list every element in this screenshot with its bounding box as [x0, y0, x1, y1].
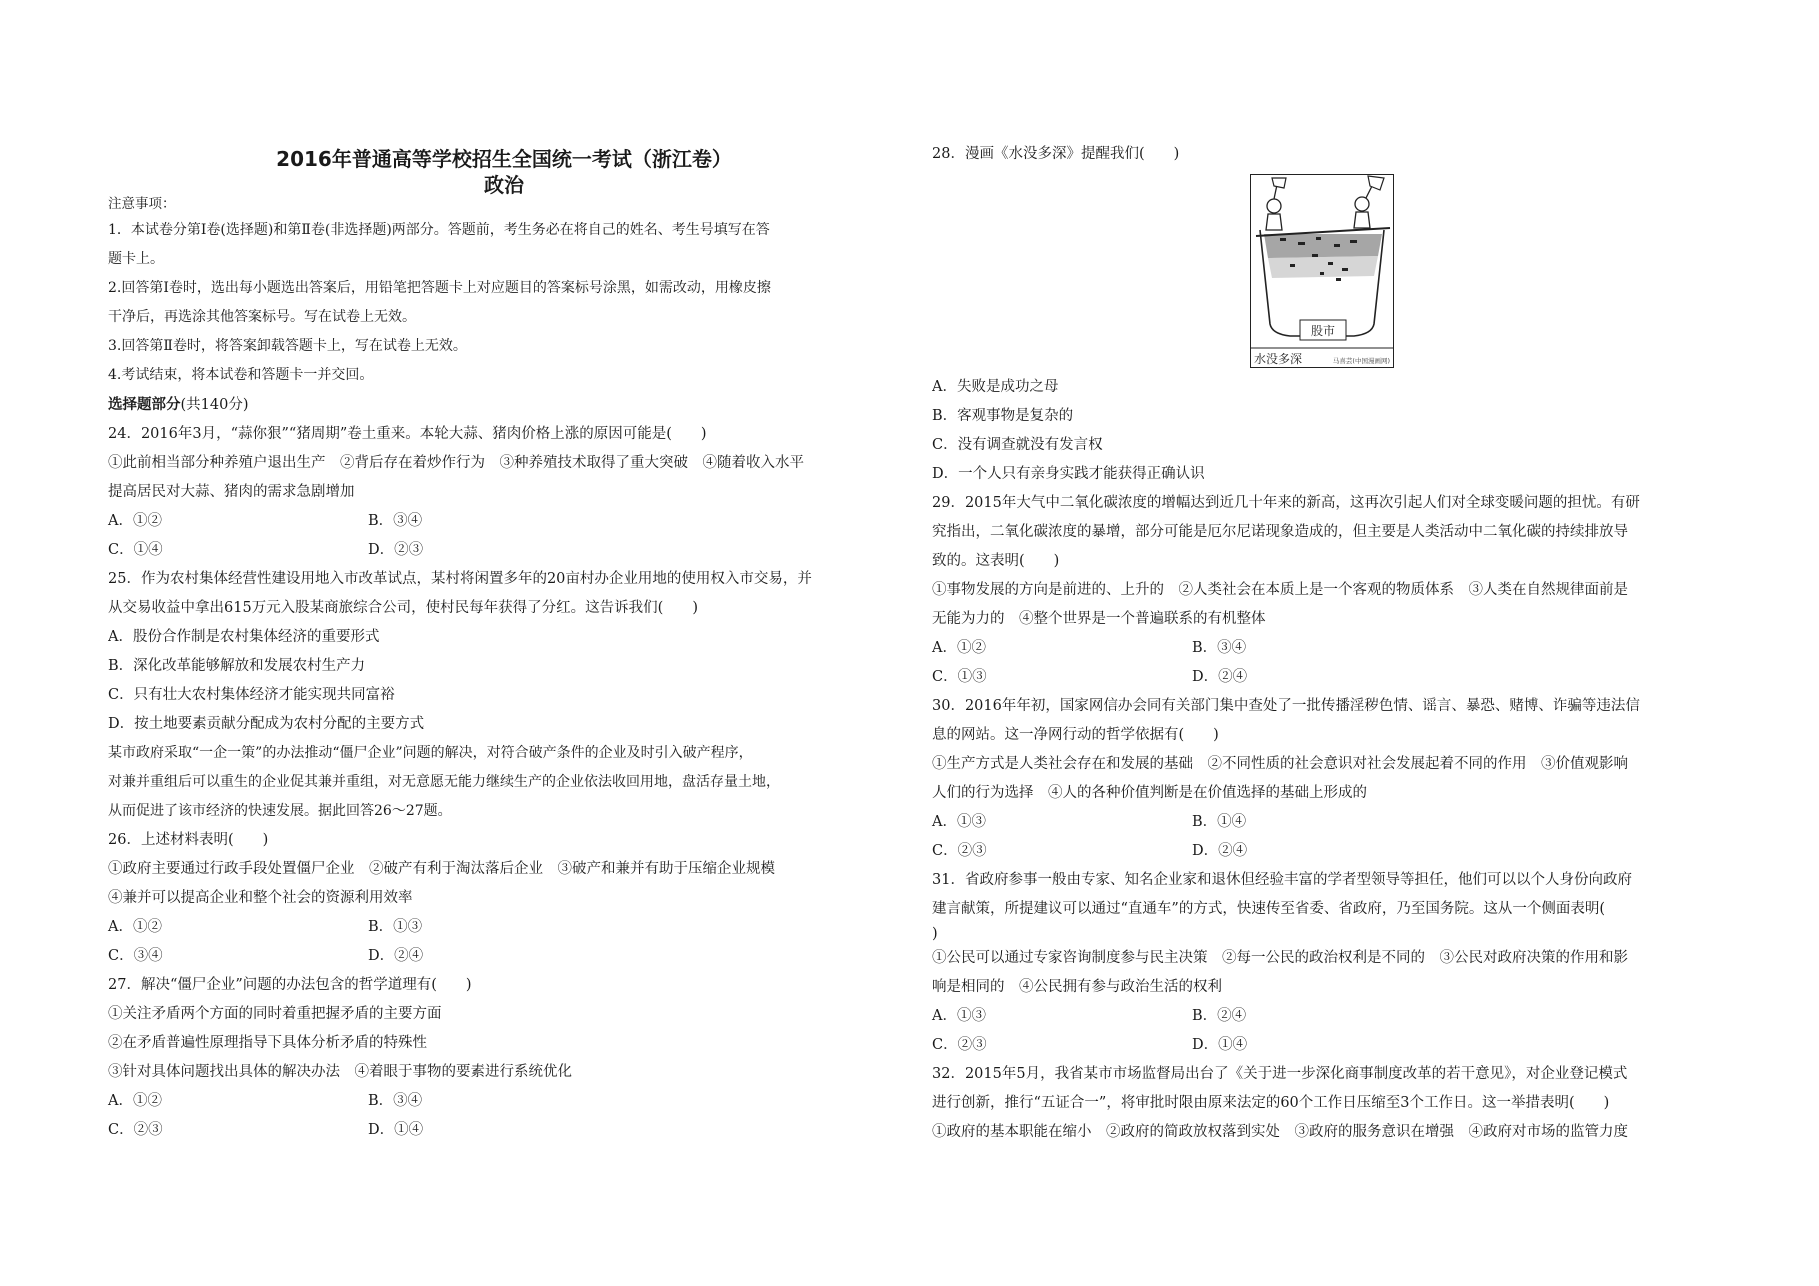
cartoon-credit: 马喜芸(中国漫画网)	[1332, 357, 1390, 365]
q31-stem-2: 建言献策，所提建议可以通过“直通车”的方式，快速传至省委、省政府，乃至国务院。这从一个侧面表明(	[932, 901, 1605, 917]
q24-stem: 24．2016年3月，“蒜你狠”“猪周期”卷土重来。本轮大蒜、猪肉价格上涨的原因可能是( )	[108, 426, 707, 442]
q29-stem-1: 29．2015年大气中二氧化碳浓度的增幅达到近几十年来的新高，这再次引起人们对全球变暖问题的担忧。有研	[932, 495, 1640, 511]
exam-title: 2016年普通高等学校招生全国统一考试（浙江卷）	[276, 147, 732, 171]
q31-options-row-1	[932, 1002, 1724, 1031]
section-score: (共140分)	[180, 397, 249, 413]
q30-option-b: B．①④	[1192, 814, 1247, 830]
q29-items-2: 无能为力的 ④整个世界是一个普遍联系的有机整体	[932, 611, 1266, 627]
cartoon-illustration	[1250, 174, 1394, 368]
q25-option-a: A．股份合作制是农村集体经济的重要形式	[108, 629, 380, 645]
exam-header	[108, 146, 900, 198]
q26-option-a: A．①②	[108, 919, 162, 935]
q29-option-c: C．①③	[932, 669, 987, 685]
q24-option-b: B．③④	[368, 513, 423, 529]
q24-options-row-2	[108, 536, 900, 565]
q25-option-d: D．按土地要素贡献分配成为农村分配的主要方式	[108, 716, 425, 732]
q31-options-row-2	[932, 1031, 1724, 1060]
cartoon-caption: 水没多深	[1254, 352, 1303, 366]
material-line-1: 某市政府采取“一企一策”的办法推动“僵尸企业”问题的解决，对符合破产条件的企业及时引入破产程序，	[108, 745, 753, 761]
q31-stem-1: 31．省政府参事一般由专家、知名企业家和退休但经验丰富的学者型领导等担任，他们可以以个人身份向政府	[932, 872, 1632, 888]
q30-option-d: D．②④	[1192, 843, 1248, 859]
q26-options-row-2	[108, 942, 900, 971]
q24-options-row-1	[108, 507, 900, 536]
notice-line-1: 1．本试卷分第Ⅰ卷(选择题)和第Ⅱ卷(非选择题)两部分。答题前，考生务必在将自己的姓名、考生号填写在答	[108, 222, 770, 238]
q25-stem-2: 从交易收益中拿出615万元入股某商旅综合公司，使村民每年获得了分红。这告诉我们( )	[108, 600, 698, 616]
q29-items-1: ①事物发展的方向是前进的、上升的 ②人类社会在本质上是一个客观的物质体系 ③人类在自然规律面前是	[932, 582, 1628, 598]
q25-option-b: B．深化改革能够解放和发展农村生产力	[108, 658, 366, 674]
q27-options-row-1	[108, 1087, 900, 1116]
q28-option-c: C．没有调查就没有发言权	[932, 437, 1103, 453]
q26-items-2: ④兼并可以提高企业和整个社会的资源利用效率	[108, 890, 413, 906]
q26-items-1: ①政府主要通过行政手段处置僵尸企业 ②破产有利于淘汰落后企业 ③破产和兼并有助于压缩企业规模	[108, 861, 775, 877]
q27-item-2: ②在矛盾普遍性原理指导下具体分析矛盾的特殊性	[108, 1035, 427, 1051]
notice-heading: 注意事项：	[108, 196, 176, 212]
q27-option-a: A．①②	[108, 1093, 162, 1109]
q27-option-d: D．①④	[368, 1122, 424, 1138]
q31-items-1: ①公民可以通过专家咨询制度参与民主决策 ②每一公民的政治权利是不同的 ③公民对政府决策的作用和影	[932, 950, 1628, 966]
q27-option-b: B．③④	[368, 1093, 423, 1109]
q32-stem-2: 进行创新，推行“五证合一”，将审批时限由原来法定的60个工作日压缩至3个工作日。这一举措表明( )	[932, 1095, 1610, 1111]
notice-line-5: 3.回答第Ⅱ卷时，将答案卸载答题卡上，写在试卷上无效。	[108, 338, 467, 354]
q30-stem-2: 息的网站。这一净网行动的哲学依据有( )	[932, 727, 1219, 743]
notice-line-2: 题卡上。	[108, 251, 164, 267]
exam-subject: 政治	[484, 173, 524, 197]
q27-item-1: ①关注矛盾两个方面的同时着重把握矛盾的主要方面	[108, 1006, 442, 1022]
q28-option-d: D．一个人只有亲身实践才能获得正确认识	[932, 466, 1205, 482]
q32-items-1: ①政府的基本职能在缩小 ②政府的简政放权落到实处 ③政府的服务意识在增强 ④政府对市场的监管力度	[932, 1124, 1628, 1140]
q28-option-a: A．失败是成功之母	[932, 379, 1059, 395]
q29-options-row-2	[932, 663, 1724, 692]
q25-option-c: C．只有壮大农村集体经济才能实现共同富裕	[108, 687, 395, 703]
q24-option-c: C．①④	[108, 542, 163, 558]
q28-stem-wrap	[932, 140, 1724, 169]
q26-option-b: B．①③	[368, 919, 423, 935]
q30-option-a: A．①③	[932, 814, 986, 830]
q29-option-d: D．②④	[1192, 669, 1248, 685]
q30-options-row-1	[932, 808, 1724, 837]
q24-option-d: D．②③	[368, 542, 424, 558]
q28-stem: 28．漫画《水没多深》提醒我们( )	[932, 146, 1180, 162]
q30-items-1: ①生产方式是人类社会存在和发展的基础 ②不同性质的社会意识对社会发展起着不同的作用 ③价值观影响	[932, 756, 1628, 772]
q31-option-b: B．②④	[1192, 1008, 1247, 1024]
q31-items-2: 响是相同的 ④公民拥有参与政治生活的权利	[932, 979, 1222, 995]
q29-options-row-1	[932, 634, 1724, 663]
q30-stem-1: 30．2016年年初，国家网信办会同有关部门集中查处了一批传播淫秽色情、谣言、暴恐、赌博、诈骗等违法信	[932, 698, 1640, 714]
right-flow	[932, 373, 1724, 1147]
q26-option-d: D．②④	[368, 948, 424, 964]
notice-line-4: 干净后，再选涂其他答案标号。写在试卷上无效。	[108, 309, 416, 325]
q29-stem-2: 究指出，二氧化碳浓度的暴增，部分可能是厄尔尼诺现象造成的，但主要是人类活动中二氧化碳的持续排放导	[932, 524, 1628, 540]
q31-option-c: C．②③	[932, 1037, 987, 1053]
material-line-3: 从而促进了该市经济的快速发展。据此回答26～27题。	[108, 803, 452, 819]
q25-stem-1: 25．作为农村集体经营性建设用地入市改革试点，某村将闲置多年的20亩村办企业用地的使用权入市交易，并	[108, 571, 812, 587]
q24-option-a: A．①②	[108, 513, 162, 529]
cartoon-svg	[1250, 174, 1394, 368]
q30-options-row-2	[932, 837, 1724, 866]
q27-options-row-2	[108, 1116, 900, 1145]
left-flow	[108, 192, 900, 1145]
q27-item-3: ③针对具体问题找出具体的解决办法 ④着眼于事物的要素进行系统优化	[108, 1064, 572, 1080]
notice-line-3: 2.回答第Ⅰ卷时，选出每小题选出答案后，用铅笔把答题卡上对应题目的答案标号涂黑，如需改动，用橡皮擦	[108, 280, 771, 296]
q27-option-c: C．②③	[108, 1122, 163, 1138]
q27-stem: 27．解决“僵尸企业”问题的办法包含的哲学道理有( )	[108, 977, 472, 993]
q29-option-b: B．③④	[1192, 640, 1247, 656]
q30-option-c: C．②③	[932, 843, 987, 859]
section-label: 选择题部分	[108, 396, 181, 413]
q29-option-a: A．①②	[932, 640, 986, 656]
q31-option-a: A．①③	[932, 1008, 986, 1024]
q29-stem-3: 致的。这表明( )	[932, 553, 1060, 569]
q26-option-c: C．③④	[108, 948, 163, 964]
q32-stem-1: 32．2015年5月，我省某市市场监督局出台了《关于进一步深化商事制度改革的若干意见》，对企业登记模式	[932, 1066, 1628, 1082]
q30-items-2: 人们的行为选择 ④人的各种价值判断是在价值选择的基础上形成的	[932, 785, 1367, 801]
q28-option-b: B．客观事物是复杂的	[932, 408, 1074, 424]
q24-items-1: ①此前相当部分种养殖户退出生产 ②背后存在着炒作行为 ③种养殖技术取得了重大突破 ④随着收入水平	[108, 455, 804, 471]
cartoon-inner-label: 股市	[1310, 324, 1336, 338]
q26-options-row-1	[108, 913, 900, 942]
q31-option-d: D．①④	[1192, 1037, 1248, 1053]
q26-stem: 26．上述材料表明( )	[108, 832, 269, 848]
q31-stem-3: )	[932, 926, 938, 942]
q24-items-2: 提高居民对大蒜、猪肉的需求急剧增加	[108, 484, 355, 500]
material-line-2: 对兼并重组后可以重生的企业促其兼并重组，对无意愿无能力继续生产的企业依法收回用地，盘活存量土地，	[108, 774, 780, 790]
notice-line-6: 4.考试结束，将本试卷和答题卡一并交回。	[108, 367, 374, 383]
section-heading	[108, 390, 900, 420]
